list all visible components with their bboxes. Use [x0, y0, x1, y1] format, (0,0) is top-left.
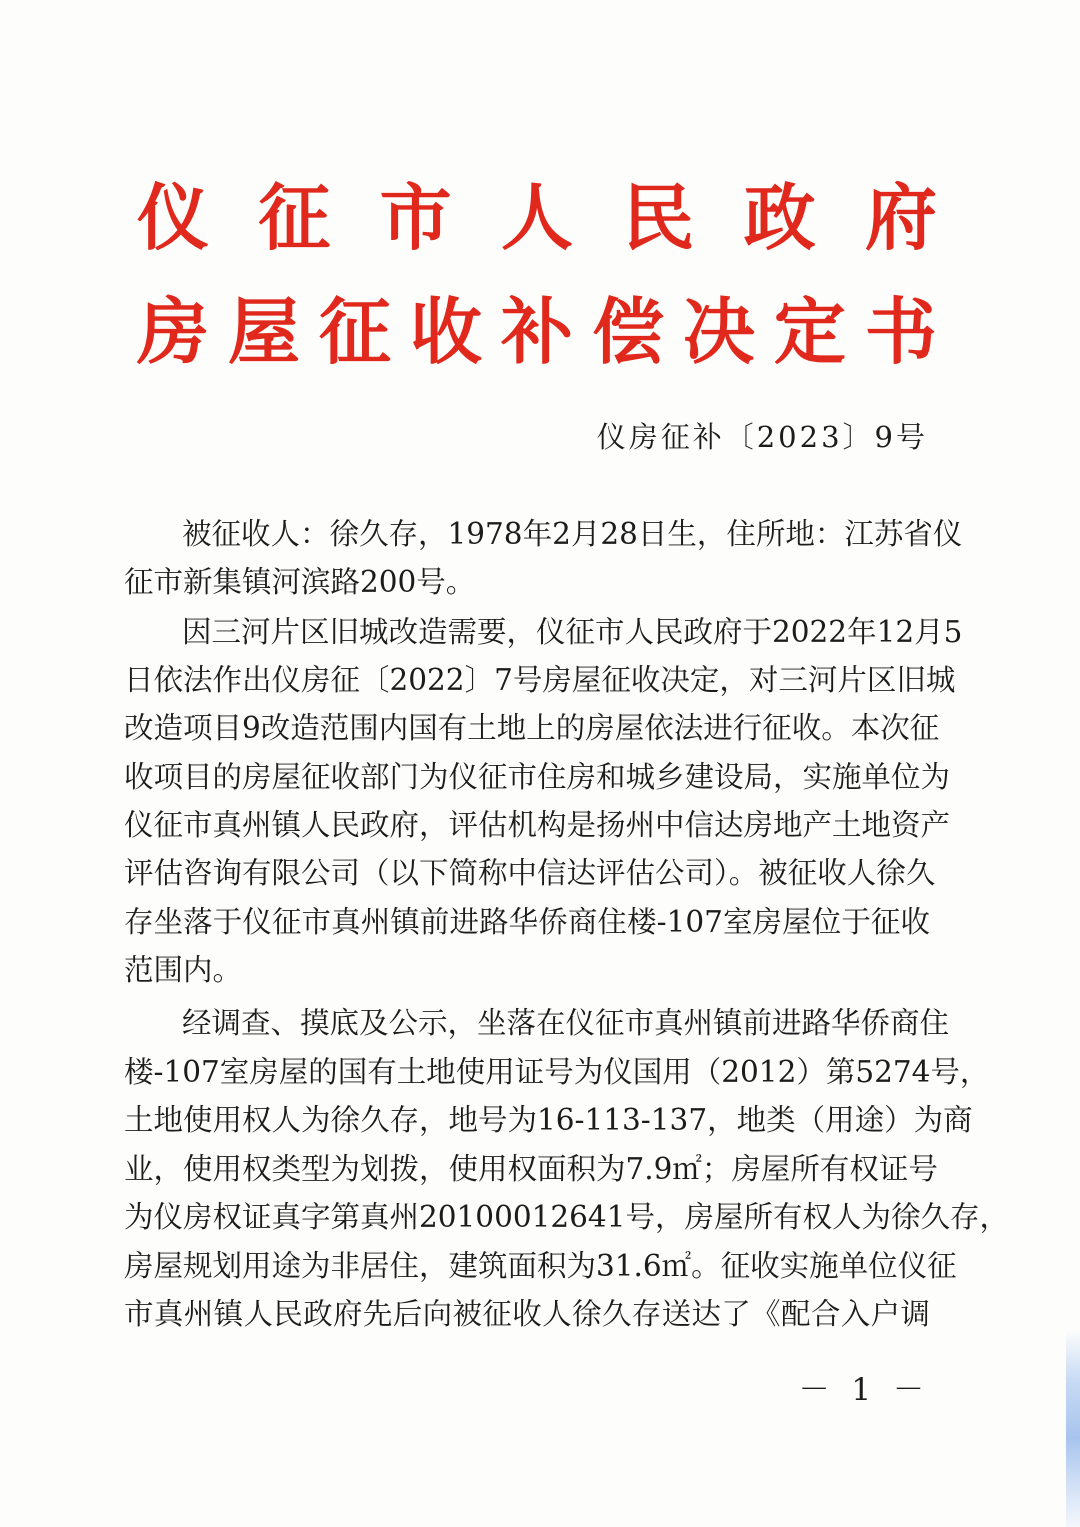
- title-char: 征: [318, 289, 391, 374]
- scan-edge-artifact: [1066, 1330, 1080, 1527]
- title-char: 房: [137, 289, 210, 374]
- body-line: 土地使用权人为徐久存，地号为16-113-137，地类（用途）为商: [124, 1103, 973, 1137]
- document-number: 仪房征补〔2023〕9号: [596, 420, 928, 454]
- title-char: 民: [622, 175, 695, 260]
- body-line: 经调查、摸底及公示，坐落在仪征市真州镇前进路华侨商住: [182, 1006, 950, 1040]
- title-char: 屋: [227, 289, 300, 374]
- body-line: 仪征市真州镇人民政府，评估机构是扬州中信达房地产土地资产: [124, 808, 951, 842]
- body-line: 评估咨询有限公司（以下简称中信达评估公司）。被征收人徐久: [124, 856, 936, 890]
- title-char: 政: [743, 175, 816, 260]
- title-char: 书: [864, 289, 937, 374]
- title-char: 偿: [591, 289, 664, 374]
- title-char: 仪: [137, 175, 210, 260]
- title-char: 市: [379, 175, 452, 260]
- body-line: 房屋规划用途为非居住，建筑面积为31.6㎡。征收实施单位仪征: [124, 1249, 957, 1283]
- body-line: 市真州镇人民政府先后向被征收人徐久存送达了《配合入户调: [124, 1297, 930, 1331]
- document-title-line-2: [137, 284, 937, 380]
- document-title-line-1: [137, 170, 937, 266]
- body-line: 业，使用权类型为划拨，使用权面积为7.9㎡；房屋所有权证号: [124, 1152, 938, 1186]
- body-line: 范围内。: [124, 953, 243, 987]
- title-char: 收: [409, 289, 482, 374]
- body-line: 征市新集镇河滨路200号。: [124, 565, 476, 599]
- body-line: 改造项目9改造范围内国有土地上的房屋依法进行征收。本次征: [124, 711, 940, 745]
- body-line: 日依法作出仪房征〔2022〕7号房屋征收决定，对三河片区旧城: [124, 663, 956, 697]
- title-char: 征: [258, 175, 331, 260]
- body-line: 因三河片区旧城改造需要，仪征市人民政府于2022年12月5: [182, 615, 963, 649]
- title-char: 决: [682, 289, 755, 374]
- body-line: 存坐落于仪征市真州镇前进路华侨商住楼-107室房屋位于征收: [124, 905, 930, 939]
- title-char: 补: [500, 289, 573, 374]
- title-char: 定: [773, 289, 846, 374]
- body-line: 为仪房权证真字第真州20100012641号，房屋所有权人为徐久存，: [124, 1200, 1009, 1234]
- body-line: 楼-107室房屋的国有土地使用证号为仪国用（2012）第5274号，: [124, 1055, 990, 1089]
- body-line: 被征收人：徐久存，1978年2月28日生，住所地：江苏省仪: [182, 517, 963, 551]
- body-line: 收项目的房屋征收部门为仪征市住房和城乡建设局，实施单位为: [124, 760, 951, 794]
- page-number: － 1 －: [798, 1372, 930, 1408]
- title-char: 人: [500, 175, 573, 260]
- title-char: 府: [864, 175, 937, 260]
